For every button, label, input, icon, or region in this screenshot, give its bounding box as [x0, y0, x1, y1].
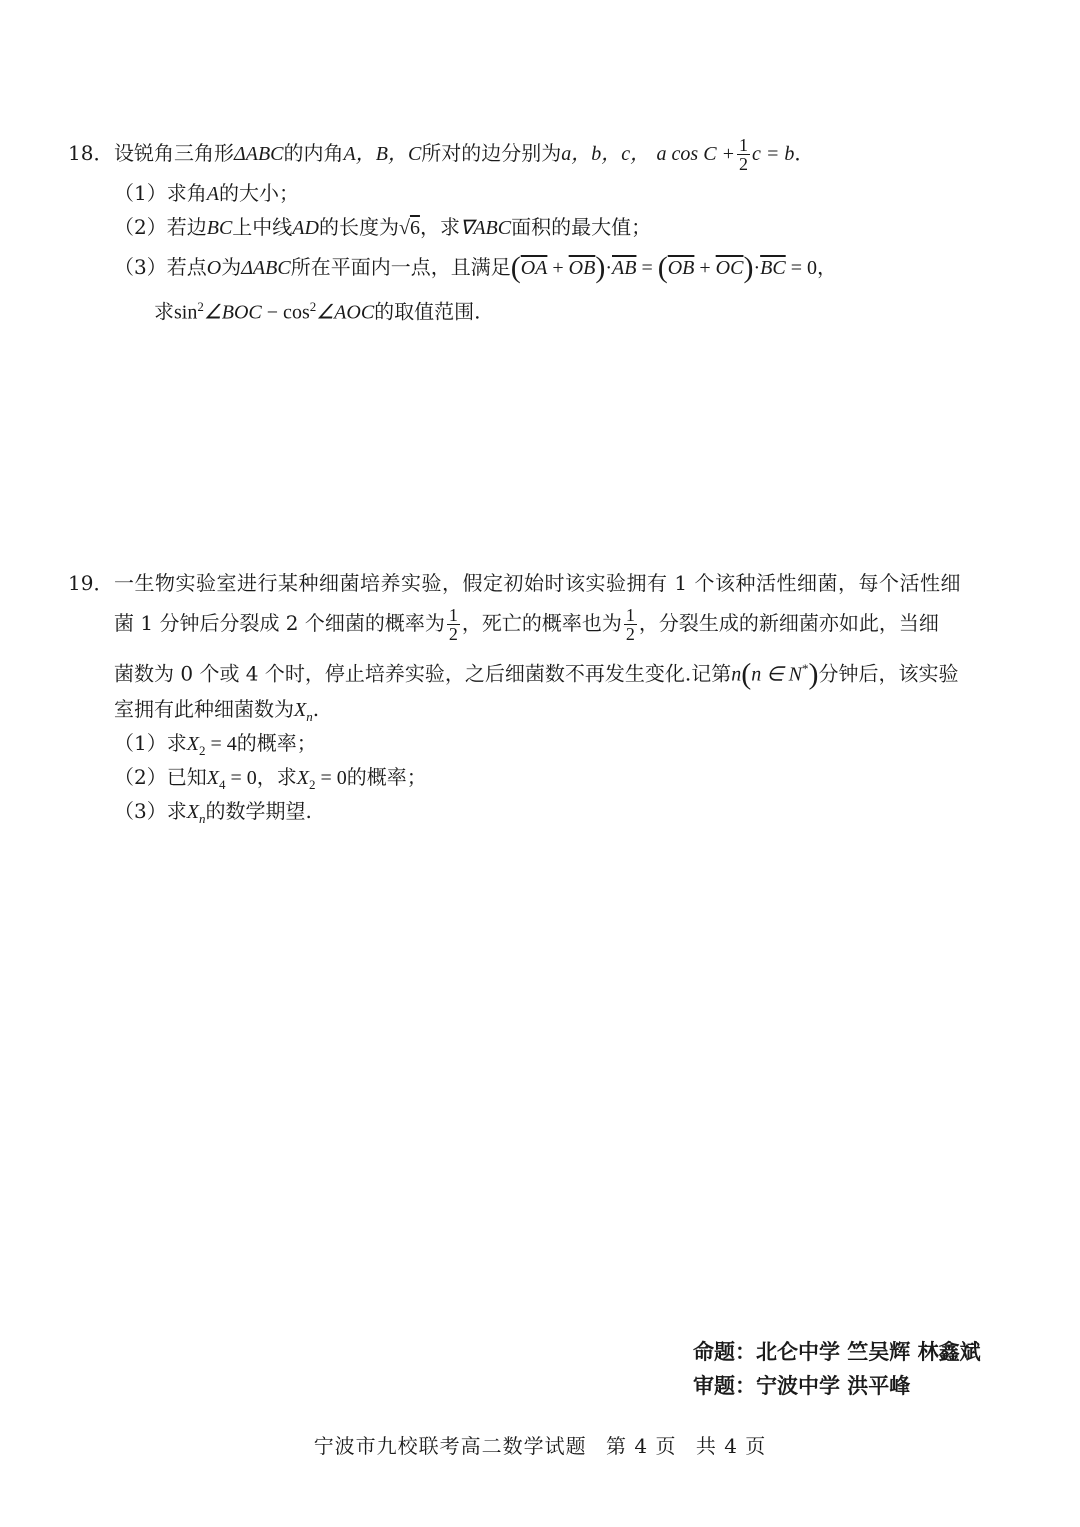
- punctuation: ．: [794, 141, 815, 165]
- problem-18-part-3: （3）若点O为ΔABC所在平面内一点，且满足$(\overline{OA} + \overline{OB})\cdot\overline{AB} = (\overline{OB} + \overline{OC})\cdot\overline{BC} = 0$，: [114, 251, 837, 284]
- vector-ob: $\overline{OB}$: [667, 257, 695, 279]
- vector-ob: $\overline{OB}$: [568, 257, 596, 279]
- vector-bc: $\overline{BC}$: [760, 257, 786, 279]
- footer-page: 第 4 页: [606, 1434, 677, 1458]
- condition-left: a cos C +: [656, 143, 736, 165]
- footer-total: 共 4 页: [695, 1434, 767, 1458]
- problem-19-line-4: 室拥有此种细菌数为$X_n$.: [114, 697, 320, 724]
- fraction-half: $\frac{1}{2}$: [448, 605, 458, 644]
- author-reviewer: 审题：宁波中学 洪平峰: [693, 1374, 911, 1398]
- triangle-symbol: ΔABC: [234, 143, 284, 165]
- problem-18-part-2: （2）若边BC上中线AD的长度为√6，求∇ABC面积的最大值；: [114, 215, 652, 239]
- page-footer: [0, 1430, 1080, 1459]
- problem-19-line-1: 19．一生物实验室进行某种细菌培养实验，假定初始时该实验拥有 1 个该种活性细菌，每个活性细: [68, 566, 1018, 600]
- problem-19-part-3: （3）求$X_n$的数学期望.: [114, 799, 312, 826]
- stem-text: 的内角: [283, 141, 344, 165]
- vector-ab: $\overline{AB}$: [612, 257, 637, 279]
- stem-text: 设锐角三角形: [114, 141, 234, 165]
- problem-18-stem: [68, 130, 1018, 176]
- problem-19-line-3: 菌数为 0 个或 4 个时，停止培养实验，之后细菌数不再发生变化.记第n(n ∈ N*)分钟后，该实验: [114, 657, 959, 691]
- footer-title: 宁波市九校联考高二数学试题: [313, 1434, 587, 1458]
- problem-number: 18．: [68, 141, 114, 165]
- problem-18: [68, 130, 1018, 324]
- problem-19-part-1: （1）求$X_2 = 4$的概率；: [114, 731, 317, 758]
- fraction-half: $\frac{1}{2}$: [739, 135, 749, 174]
- problem-number: 19．: [68, 571, 114, 595]
- problem-18-part-1: （1）求角A的大小；: [114, 181, 299, 205]
- fraction-half: $\frac{1}{2}$: [625, 605, 635, 644]
- condition-right: c = b: [752, 143, 795, 165]
- side-vars: a，b，c，: [561, 143, 651, 165]
- stem-text: 所对的边分别为: [421, 141, 562, 165]
- angle-vars: A，B，C: [343, 143, 422, 165]
- problem-19-part-2: （2）已知$X_4 = 0$，求$X_2 = 0$的概率；: [114, 765, 427, 792]
- problem-18-part-3-cont: 求$\sin^2\angle BOC$ − $\cos^2\angle AOC$的取值范围.: [154, 299, 481, 324]
- author-proposer: 命题：北仑中学 竺吴辉 林鑫斌: [693, 1340, 981, 1364]
- problem-19: [68, 566, 1018, 828]
- problem-19-line-2: 菌 1 分钟后分裂成 2 个细菌的概率为 $\frac{1}{2}$ ，死亡的概率也为 $\frac{1}{2}$ ，分裂生成的新细菌亦如此，当细: [114, 605, 939, 644]
- vector-oc: $\overline{OC}$: [715, 257, 744, 279]
- vector-oa: $\overline{OA}$: [520, 257, 548, 279]
- sqrt-symbol: √6: [398, 217, 420, 239]
